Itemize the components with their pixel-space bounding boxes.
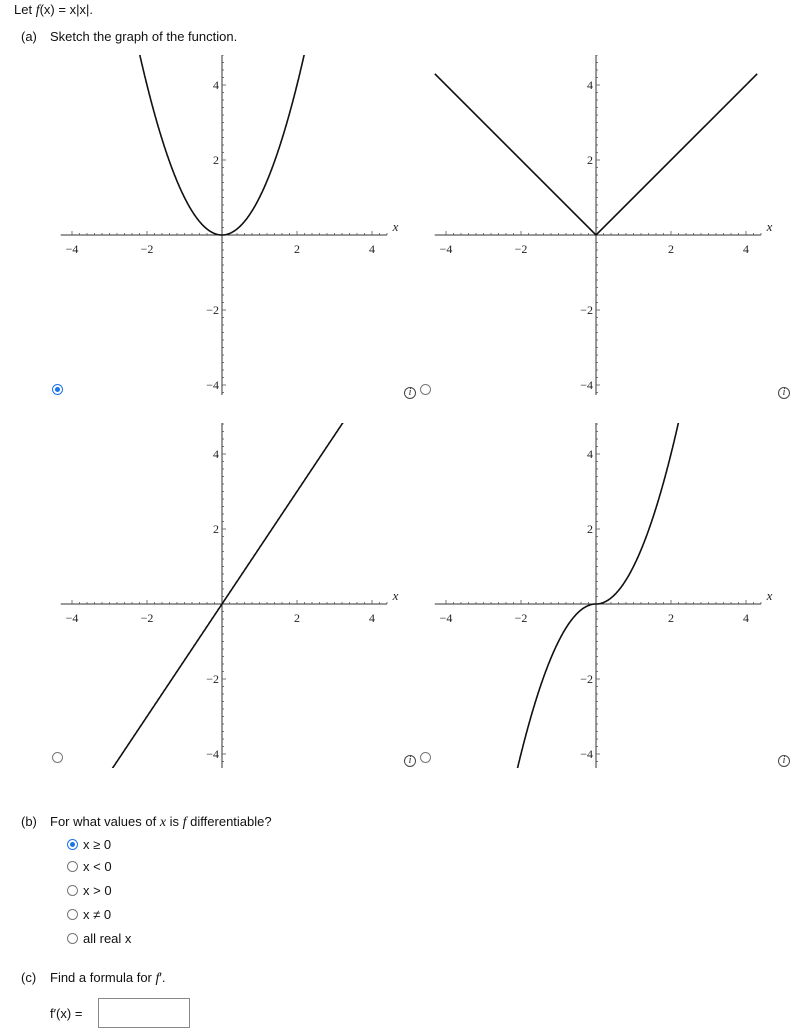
info-icon[interactable]: i <box>404 387 416 399</box>
option-radio[interactable] <box>67 909 78 920</box>
x-tick-label: −2 <box>514 242 528 256</box>
x-tick-label: 4 <box>369 611 375 625</box>
option-label: x > 0 <box>83 883 112 898</box>
graph-option-a <box>45 55 405 395</box>
x-tick-label: −2 <box>514 611 528 625</box>
x-tick-label: −4 <box>65 242 79 256</box>
y-tick-label: −2 <box>580 672 593 686</box>
y-tick-label: 4 <box>213 447 219 461</box>
y-tick-label: 4 <box>587 78 593 92</box>
graph-c-radio[interactable] <box>52 752 63 763</box>
x-tick-label: 4 <box>743 611 749 625</box>
y-tick-label: −4 <box>580 747 593 761</box>
x-tick-label: −4 <box>65 611 79 625</box>
x-tick-label: 2 <box>668 242 674 256</box>
x-axis-label: x <box>392 588 399 603</box>
problem-statement <box>14 2 93 19</box>
function-name: f <box>155 971 160 986</box>
question-text: is <box>166 814 183 829</box>
function-name: f <box>35 3 40 18</box>
graph-b-radio[interactable] <box>420 384 431 395</box>
option-radio[interactable] <box>67 885 78 896</box>
function-definition: (x) = x|x|. <box>39 2 93 17</box>
x-axis-label: x <box>766 219 773 234</box>
graph-option-b <box>420 55 780 395</box>
option-label: all real x <box>83 931 132 946</box>
question-text: For what values of <box>50 814 160 829</box>
graph-a-radio[interactable] <box>52 384 63 395</box>
part-c-label: (c) <box>21 970 37 985</box>
option-label: x < 0 <box>83 859 112 874</box>
part-c-question <box>50 970 165 987</box>
graph-d-radio[interactable] <box>420 752 431 763</box>
let-text: Let <box>14 2 33 17</box>
x-tick-label: 4 <box>369 242 375 256</box>
y-tick-label: −4 <box>206 747 219 761</box>
y-tick-label: 2 <box>213 522 219 536</box>
info-icon[interactable]: i <box>778 755 790 767</box>
y-tick-label: 4 <box>213 78 219 92</box>
answer-label: f′(x) = <box>50 1006 83 1021</box>
x-tick-label: −2 <box>140 611 154 625</box>
x-tick-label: 2 <box>668 611 674 625</box>
option-radio[interactable] <box>67 861 78 872</box>
part-a-question: Sketch the graph of the function. <box>50 29 238 44</box>
y-tick-label: −4 <box>206 378 219 392</box>
info-icon[interactable]: i <box>778 387 790 399</box>
x-tick-label: −2 <box>140 242 154 256</box>
y-tick-label: 2 <box>587 522 593 536</box>
part-a-label: (a) <box>21 29 37 44</box>
part-b-label: (b) <box>21 814 37 829</box>
x-axis-label: x <box>766 588 773 603</box>
y-tick-label: −2 <box>206 303 219 317</box>
part-b-question <box>50 814 272 831</box>
y-tick-label: 2 <box>213 153 219 167</box>
x-tick-label: 4 <box>743 242 749 256</box>
y-tick-label: 4 <box>587 447 593 461</box>
x-axis-label: x <box>392 219 399 234</box>
y-tick-label: −4 <box>580 378 593 392</box>
y-tick-label: −2 <box>206 672 219 686</box>
graph-option-d <box>420 423 780 768</box>
info-icon[interactable]: i <box>404 755 416 767</box>
option-radio[interactable] <box>67 933 78 944</box>
x-tick-label: −4 <box>439 611 453 625</box>
y-tick-label: −2 <box>580 303 593 317</box>
option-label: x ≥ 0 <box>83 837 112 852</box>
option-label: x ≠ 0 <box>83 907 112 922</box>
x-tick-label: 2 <box>294 611 300 625</box>
graph-option-c <box>45 423 405 768</box>
variable-x: x <box>159 815 167 830</box>
question-text: differentiable? <box>186 814 272 829</box>
x-tick-label: −4 <box>439 242 453 256</box>
y-tick-label: 2 <box>587 153 593 167</box>
prime-mark: ′. <box>159 970 166 985</box>
question-text: Find a formula for <box>50 970 156 985</box>
x-tick-label: 2 <box>294 242 300 256</box>
option-radio[interactable] <box>67 839 78 850</box>
function-name: f <box>182 815 187 830</box>
